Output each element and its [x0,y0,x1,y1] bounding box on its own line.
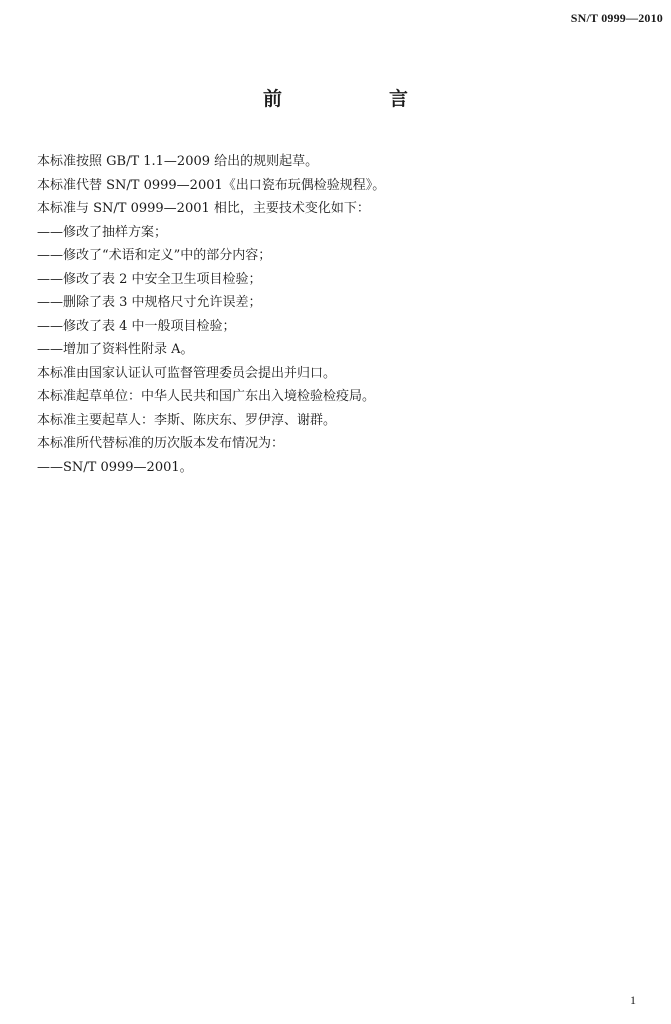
paragraph-proposed-by: 本标准由国家认证认可监督管理委员会提出并归口。 [37,365,337,381]
foreword-body [37,150,647,479]
change-item: ——增加了资料性附录 A。 [37,342,194,357]
change-item: ——修改了抽样方案； [37,224,168,240]
previous-edition-item: ——SN/T 0999—2001。 [37,459,193,475]
paragraph-previous-editions: 本标准所代替标准的历次版本发布情况为： [37,436,285,451]
paragraph-drafting-unit: 本标准起草单位：中华人民共和国广东出入境检验检疫局。 [37,389,376,404]
change-item: ——修改了表 2 中安全卫生项目检验； [37,271,262,287]
change-item: ——修改了“术语和定义”中的部分内容； [37,248,272,263]
page-number: 1 [630,993,636,1007]
standard-number-header: SN/T 0999—2010 [570,11,663,25]
paragraph-replaces: 本标准代替 SN/T 0999—2001《出口瓷布玩偶检验规程》。 [37,177,386,193]
change-item: ——修改了表 4 中一般项目检验； [37,318,236,334]
paragraph-drafters: 本标准主要起草人：李斯、陈庆东、罗伊淳、谢群。 [37,412,337,428]
change-item: ——删除了表 3 中规格尺寸允许误差； [37,295,262,310]
paragraph-changes-intro: 本标准与 SN/T 0999—2001 相比，主要技术变化如下： [37,201,370,216]
page-title: 前 言 [262,88,452,110]
paragraph-drafting-rules: 本标准按照 GB/T 1.1—2009 给出的规则起草。 [37,154,319,169]
